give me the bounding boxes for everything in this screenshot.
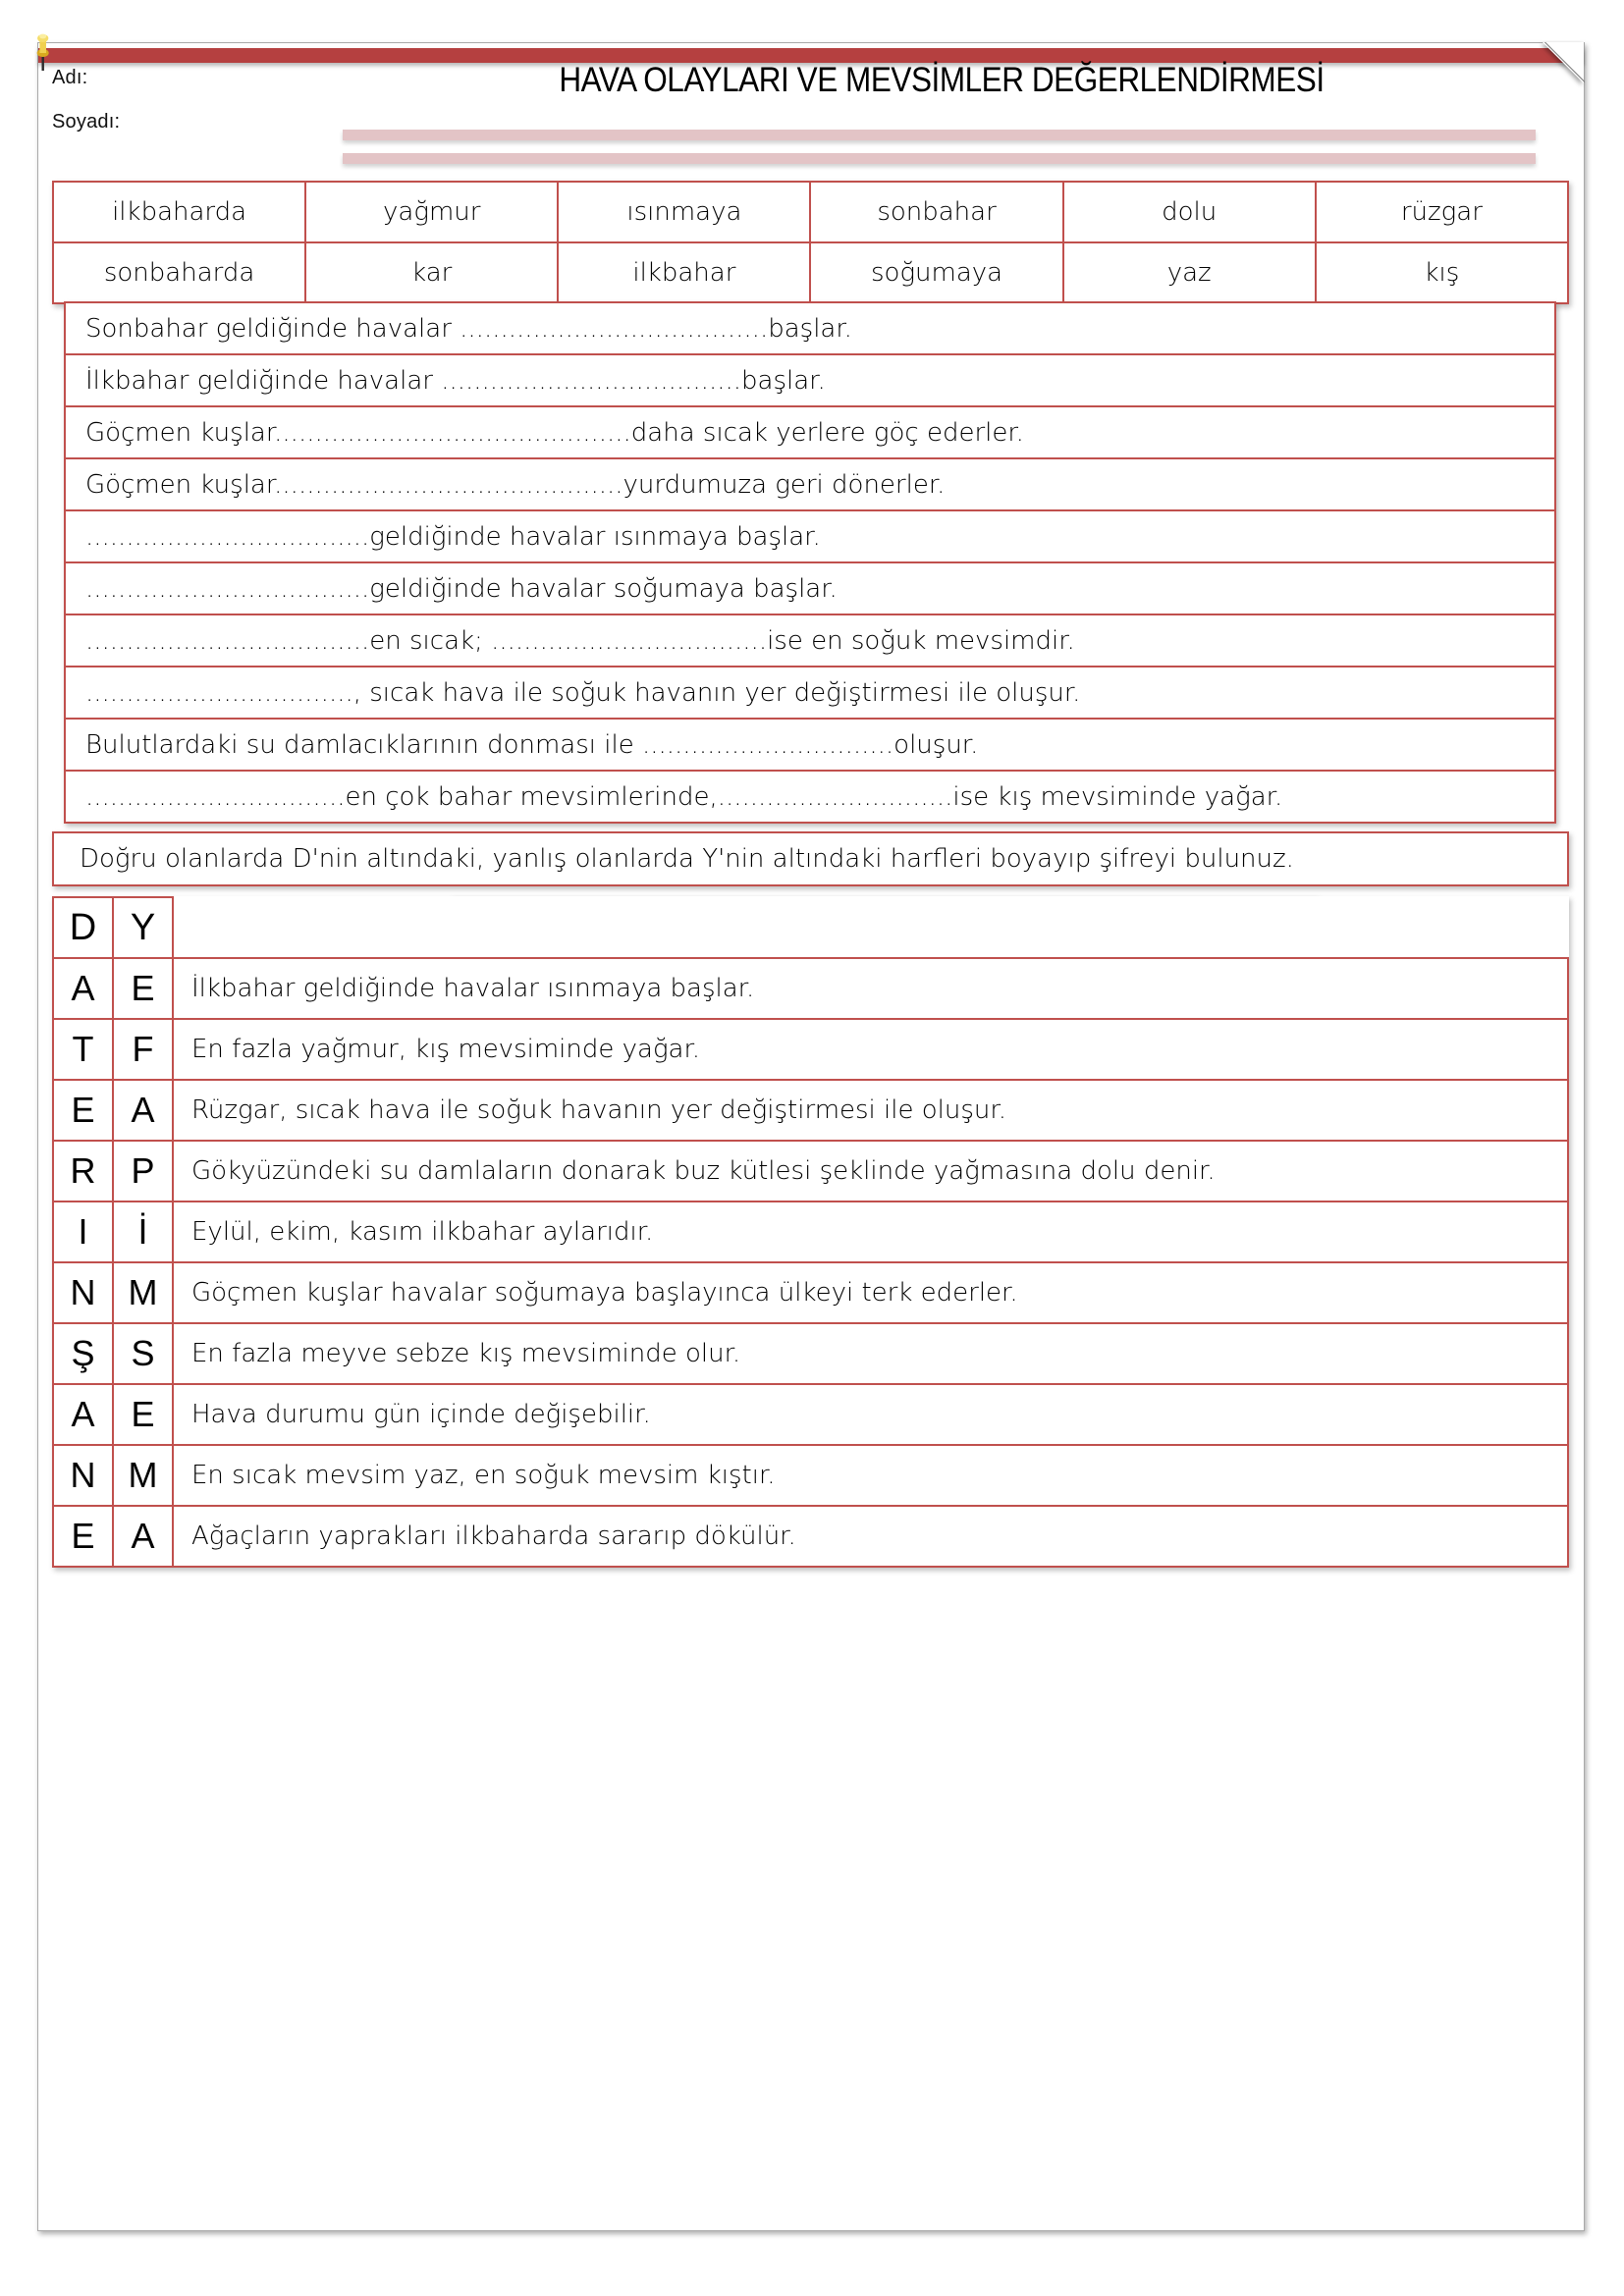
dy-letter-dogru[interactable]: E: [53, 1080, 113, 1141]
dy-statement-row: [53, 1019, 1568, 1080]
dy-statement-text: İlkbahar geldiğinde havalar ısınmaya başlar.: [173, 958, 1568, 1019]
dy-statement-row: [53, 1262, 1568, 1323]
dy-letter-dogru[interactable]: Ş: [53, 1323, 113, 1384]
sentence-row: [65, 667, 1555, 719]
dy-statement-text: Rüzgar, sıcak hava ile soğuk havanın yer değiştirmesi ile oluşur.: [173, 1080, 1568, 1141]
page-title: HAVA OLAYLARI VE MEVSİMLER DEĞERLENDİRMESİ: [559, 61, 1325, 99]
dy-statement-row: [53, 1506, 1568, 1567]
word-bank-cell[interactable]: kar: [305, 242, 558, 303]
sentence-text[interactable]: ...................................geldiğinde havalar soğumaya başlar.: [65, 562, 1555, 614]
sentence-row: [65, 354, 1555, 406]
page-corner-fold: [1543, 42, 1584, 83]
dy-header-yanlis: Y: [113, 897, 173, 958]
surname-label: Soyadı:: [52, 111, 121, 133]
dy-letter-yanlis[interactable]: S: [113, 1323, 173, 1384]
worksheet-sheet: [37, 42, 1585, 2231]
dy-letter-yanlis[interactable]: A: [113, 1080, 173, 1141]
word-bank-cell[interactable]: rüzgar: [1316, 182, 1568, 242]
word-bank-cell[interactable]: sonbaharda: [53, 242, 305, 303]
word-bank-cell[interactable]: yağmur: [305, 182, 558, 242]
word-bank-cell[interactable]: ilkbaharda: [53, 182, 305, 242]
dy-statement-text: Göçmen kuşlar havalar soğumaya başlayınca ülkeyi terk ederler.: [173, 1262, 1568, 1323]
dy-header-row: [53, 897, 1568, 958]
instruction-text: Doğru olanlarda D'nin altındaki, yanlış olanlarda Y'nin altındaki harfleri boyayıp şifreyi bulunuz.: [53, 832, 1568, 885]
instruction-box: [52, 831, 1569, 886]
word-bank-cell[interactable]: ısınmaya: [558, 182, 810, 242]
dy-statement-text: Gökyüzündeki su damlaların donarak buz kütlesi şeklinde yağmasına dolu denir.: [173, 1141, 1568, 1201]
dy-letter-dogru[interactable]: T: [53, 1019, 113, 1080]
dy-letter-yanlis[interactable]: F: [113, 1019, 173, 1080]
sentence-row: [65, 614, 1555, 667]
dy-statement-text: Eylül, ekim, kasım ilkbahar aylarıdır.: [173, 1201, 1568, 1262]
word-bank-row: [53, 182, 1568, 242]
word-bank-cell[interactable]: sonbahar: [810, 182, 1062, 242]
dy-letter-dogru[interactable]: A: [53, 958, 113, 1019]
dy-header-dogru: D: [53, 897, 113, 958]
sentence-text[interactable]: Bulutlardaki su damlacıklarının donması ile ...............................oluşur.: [65, 719, 1555, 771]
dy-letter-dogru[interactable]: A: [53, 1384, 113, 1445]
true-false-code-table: [52, 896, 1569, 1568]
sentence-text[interactable]: Göçmen kuşlar............................................daha sıcak yerlere göç ederler.: [65, 406, 1555, 458]
sentence-row: [65, 458, 1555, 510]
sentence-text[interactable]: Sonbahar geldiğinde havalar ......................................başlar.: [65, 302, 1555, 354]
dy-letter-dogru[interactable]: I: [53, 1201, 113, 1262]
dy-letter-yanlis[interactable]: İ: [113, 1201, 173, 1262]
decorative-bar-bottom: [343, 153, 1536, 164]
dy-letter-yanlis[interactable]: E: [113, 958, 173, 1019]
sentence-row: [65, 510, 1555, 562]
word-bank-cell[interactable]: dolu: [1063, 182, 1316, 242]
sentence-text[interactable]: İlkbahar geldiğinde havalar .....................................başlar.: [65, 354, 1555, 406]
dy-letter-dogru[interactable]: E: [53, 1506, 113, 1567]
pushpin-icon: [30, 29, 56, 73]
dy-statement-text: En fazla yağmur, kış mevsiminde yağar.: [173, 1019, 1568, 1080]
dy-letter-dogru[interactable]: R: [53, 1141, 113, 1201]
word-bank-cell[interactable]: soğumaya: [810, 242, 1062, 303]
dy-header-spacer: [173, 897, 1568, 958]
dy-statement-row: [53, 1080, 1568, 1141]
sentence-row: [65, 406, 1555, 458]
sentence-text[interactable]: ................................en çok bahar mevsimlerinde,.............................ise kış mevsiminde yağar.: [65, 771, 1555, 823]
word-bank-cell[interactable]: yaz: [1063, 242, 1316, 303]
dy-letter-dogru[interactable]: N: [53, 1445, 113, 1506]
decorative-bar-top: [343, 130, 1536, 140]
word-bank-row: [53, 242, 1568, 303]
dy-statement-row: [53, 1201, 1568, 1262]
dy-letter-dogru[interactable]: N: [53, 1262, 113, 1323]
fill-in-blank-table: [64, 301, 1556, 824]
dy-letter-yanlis[interactable]: P: [113, 1141, 173, 1201]
instruction-row: [53, 832, 1568, 885]
sentence-text[interactable]: ................................., sıcak hava ile soğuk havanın yer değiştirmesi ile oluşur.: [65, 667, 1555, 719]
student-name-block: [52, 67, 327, 155]
sentence-text[interactable]: Göçmen kuşlar...........................................yurdumuza geri dönerler.: [65, 458, 1555, 510]
sentence-row: [65, 302, 1555, 354]
word-bank-table: [52, 181, 1569, 304]
word-bank-cell[interactable]: ilkbahar: [558, 242, 810, 303]
dy-letter-yanlis[interactable]: A: [113, 1506, 173, 1567]
dy-letter-yanlis[interactable]: E: [113, 1384, 173, 1445]
sentence-text[interactable]: ...................................en sıcak; ..................................ise en soğuk mevsimdir.: [65, 614, 1555, 667]
sentence-row: [65, 771, 1555, 823]
sentence-row: [65, 562, 1555, 614]
dy-statement-row: [53, 1141, 1568, 1201]
sentence-row: [65, 719, 1555, 771]
dy-statement-text: En fazla meyve sebze kış mevsiminde olur.: [173, 1323, 1568, 1384]
dy-statement-row: [53, 958, 1568, 1019]
name-label: Adı:: [52, 67, 88, 88]
dy-statement-text: Ağaçların yaprakları ilkbaharda sararıp dökülür.: [173, 1506, 1568, 1567]
dy-statement-row: [53, 1445, 1568, 1506]
sentence-text[interactable]: ...................................geldiğinde havalar ısınmaya başlar.: [65, 510, 1555, 562]
dy-statement-row: [53, 1384, 1568, 1445]
dy-statement-text: En sıcak mevsim yaz, en soğuk mevsim kıştır.: [173, 1445, 1568, 1506]
dy-letter-yanlis[interactable]: M: [113, 1445, 173, 1506]
dy-letter-yanlis[interactable]: M: [113, 1262, 173, 1323]
word-bank-cell[interactable]: kış: [1316, 242, 1568, 303]
dy-statement-row: [53, 1323, 1568, 1384]
dy-statement-text: Hava durumu gün içinde değişebilir.: [173, 1384, 1568, 1445]
